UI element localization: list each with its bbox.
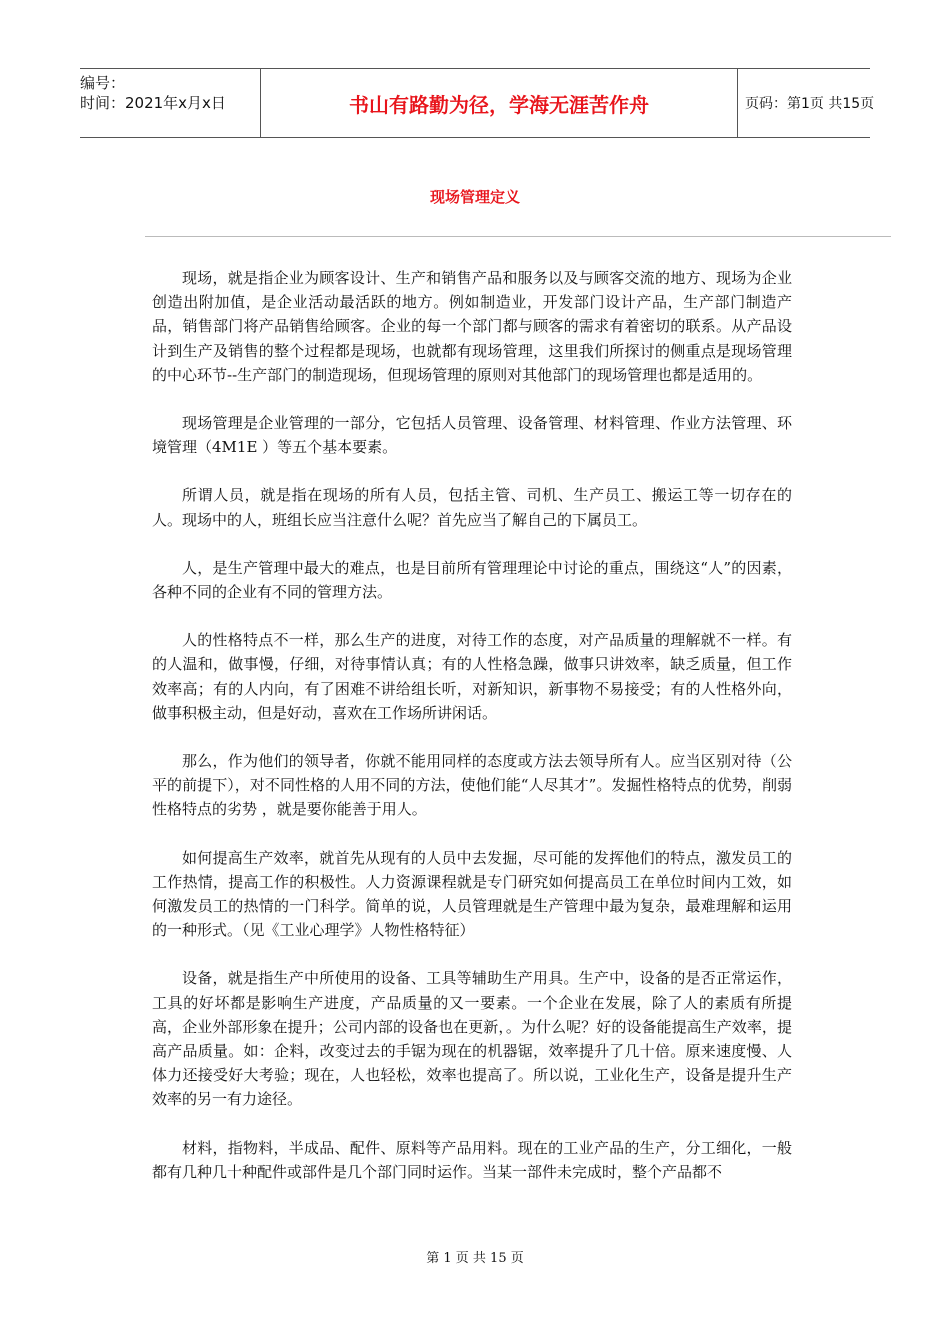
paragraph: 人的性格特点不一样，那么生产的进度，对待工作的态度，对产品质量的理解就不一样。有的人温和，做事慢，仔细，对待事情认真；有的人性格急躁，做事只讲效率，缺乏质量，但工作效率高；有的人内向，有了困难不讲给组长听，对新知识，新事物不易接受；有的人性格外向，做事积极主动，但是好动，喜欢在工作场所讲闲话。 — [152, 631, 792, 722]
paragraph: 人，是生产管理中最大的难点，也是目前所有管理理论中讨论的重点，围绕这“人”的因素，各种不同的企业有不同的管理方法。 — [152, 558, 792, 602]
header-page-code: 页码：第1页 共15页 — [745, 96, 875, 112]
paragraph: 那么，作为他们的领导者，你就不能用同样的态度或方法去领导所有人。应当区别对待（公平的前提下），对不同性格的人用不同的方法，使他们能“人尽其才”。发掘性格特点的优势，削弱性格特点的劣势 ，就是要你能善于用人。 — [152, 752, 792, 819]
paragraph: 如何提高生产效率，就首先从现有的人员中去发掘，尽可能的发挥他们的特点，激发员工的工作热情，提高工作的积极性。人力资源课程就是专门研究如何提高员工在单位时间内工效，如何激发员工的热情的一门科学。简单的说，人员管理就是生产管理中最为复杂，最难理解和运用的一种形式。（见《工业心理学》人物性格特征） — [152, 848, 792, 940]
document-header — [80, 68, 875, 138]
page-footer: 第 1 页 共 15 页 — [426, 1251, 524, 1266]
title-divider — [145, 236, 891, 237]
document-number-label: 编号： — [80, 74, 126, 92]
paragraph: 现场管理是企业管理的一部分，它包括人员管理、设备管理、材料管理、作业方法管理、环境管理（4M1E ）等五个基本要素。 — [152, 414, 792, 457]
paragraph: 所谓人员，就是指在现场的所有人员，包括主管、司机、生产员工、搬运工等一切存在的人。现场中的人，班组长应当注意什么呢？首先应当了解自己的下属员工。 — [152, 486, 792, 529]
document-time-label: 时间：2021年x月x日 — [80, 94, 226, 112]
document-title: 现场管理定义 — [429, 188, 520, 206]
document-body — [152, 266, 792, 1208]
header-motto: 书山有路勤为径，学海无涯苦作舟 — [260, 69, 738, 137]
paragraph: 设备，就是指生产中所使用的设备、工具等辅助生产用具。生产中，设备的是否正常运作，工具的好坏都是影响生产进度，产品质量的又一要素。一个企业在发展，除了人的素质有所提高，企业外部形象在提升；公司内部的设备也在更新，。为什么呢？好的设备能提高生产效率，提高产品质量。如：企料，改变过去的手锯为现在的机器锯，效率提升了几十倍。原来速度慢、人体力还接受好大考验；现在，人也轻松，效率也提高了。所以说，工业化生产，设备是提升生产效率的另一有力途径。 — [152, 969, 792, 1109]
paragraph: 现场，就是指企业为顾客设计、生产和销售产品和服务以及与顾客交流的地方、现场为企业创造出附加值，是企业活动最活跃的地方。例如制造业，开发部门设计产品，生产部门制造产品，销售部门将产品销售给顾客。企业的每一个部门都与顾客的需求有着密切的联系。从产品设计到生产及销售的整个过程都是现场，也就都有现场管理，这里我们所探讨的侧重点是现场管理的中心环节--生产部门的制造现场，但现场管理的原则对其他部门的现场管理也都是适用的。 — [152, 269, 792, 384]
paragraph: 材料，指物料，半成品、配件、原料等产品用料。现在的工业产品的生产，分工细化，一般都有几种几十种配件或部件是几个部门同时运作。当某一部件未完成时，整个产品都不 — [152, 1138, 792, 1181]
header-meta — [80, 69, 280, 141]
